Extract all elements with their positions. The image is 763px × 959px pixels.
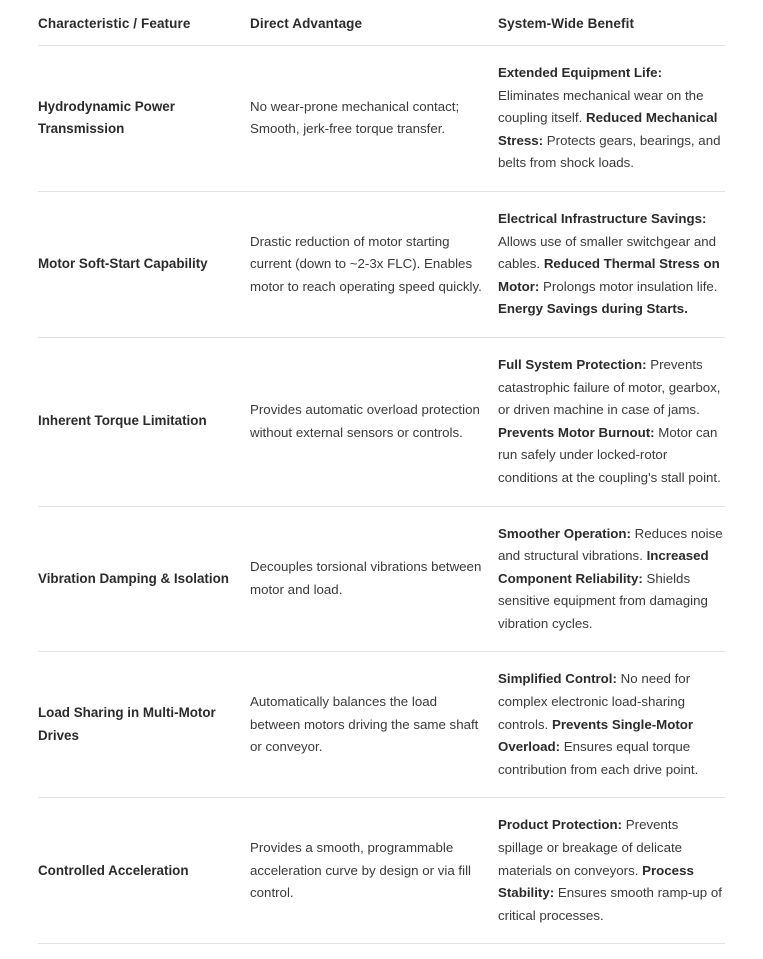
cell-advantage: Provides automatic overload protection without external sensors or controls. xyxy=(250,337,498,506)
feature-benefit-table xyxy=(38,0,725,944)
column-header-benefit: System-Wide Benefit xyxy=(498,0,725,46)
cell-benefit: Electrical Infrastructure Savings: Allows use of smaller switchgear and cables. Reduced Thermal Stress on Motor: Prolongs motor insulation life. Energy Savings during Starts. xyxy=(498,191,725,337)
cell-advantage: Automatically balances the load between motors driving the same shaft or conveyor. xyxy=(250,652,498,798)
cell-feature: Motor Soft-Start Capability xyxy=(38,191,250,337)
table-row xyxy=(38,337,725,506)
table-row xyxy=(38,191,725,337)
cell-feature: Hydrodynamic Power Transmission xyxy=(38,46,250,192)
cell-advantage: Decouples torsional vibrations between motor and load. xyxy=(250,506,498,652)
table-row xyxy=(38,46,725,192)
table-body xyxy=(38,46,725,944)
cell-benefit: Extended Equipment Life: Eliminates mechanical wear on the coupling itself. Reduced Mechanical Stress: Protects gears, bearings, and belts from shock loads. xyxy=(498,46,725,192)
cell-advantage: Provides a smooth, programmable acceleration curve by design or via fill control. xyxy=(250,798,498,944)
column-header-advantage: Direct Advantage xyxy=(250,0,498,46)
cell-benefit: Simplified Control: No need for complex electronic load-sharing controls. Prevents Single-Motor Overload: Ensures equal torque contribution from each drive point. xyxy=(498,652,725,798)
table-row xyxy=(38,652,725,798)
table-row xyxy=(38,506,725,652)
cell-benefit: Product Protection: Prevents spillage or breakage of delicate materials on conveyors. Process Stability: Ensures smooth ramp-up of critical processes. xyxy=(498,798,725,944)
cell-benefit: Smoother Operation: Reduces noise and structural vibrations. Increased Component Reliability: Shields sensitive equipment from damaging vibration cycles. xyxy=(498,506,725,652)
cell-advantage: No wear-prone mechanical contact; Smooth, jerk-free torque transfer. xyxy=(250,46,498,192)
cell-feature: Load Sharing in Multi-Motor Drives xyxy=(38,652,250,798)
column-header-characteristic: Characteristic / Feature xyxy=(38,0,250,46)
table-header-row xyxy=(38,0,725,46)
cell-feature: Controlled Acceleration xyxy=(38,798,250,944)
cell-benefit: Full System Protection: Prevents catastrophic failure of motor, gearbox, or driven machine in case of jams. Prevents Motor Burnout: Motor can run safely under locked-rotor conditions at the coupling's stall point. xyxy=(498,337,725,506)
cell-feature: Inherent Torque Limitation xyxy=(38,337,250,506)
table-header xyxy=(38,0,725,46)
table-row xyxy=(38,798,725,944)
cell-advantage: Drastic reduction of motor starting current (down to ~2-3x FLC). Enables motor to reach operating speed quickly. xyxy=(250,191,498,337)
cell-feature: Vibration Damping & Isolation xyxy=(38,506,250,652)
